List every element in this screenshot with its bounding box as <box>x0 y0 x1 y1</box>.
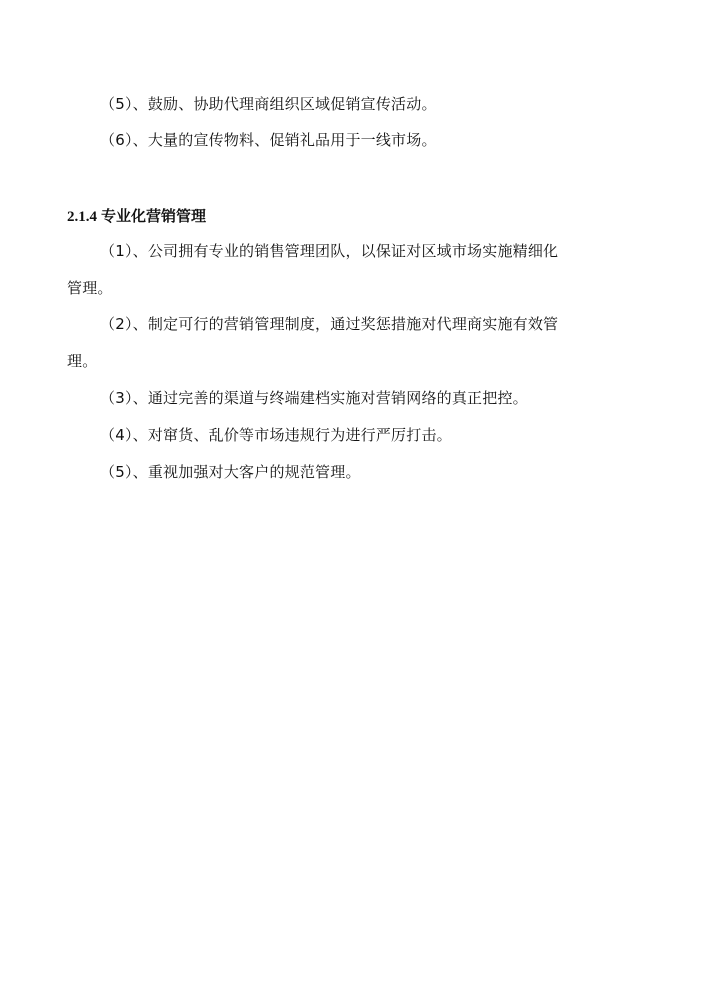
section-number: 2.1.4 <box>67 209 97 225</box>
section-title: 专业化营销管理 <box>101 207 207 225</box>
list-item-2-line-2: 理。 <box>67 352 98 370</box>
list-item-top-6: （6）、大量的宣传物料、促销礼品用于一线市场。 <box>100 131 437 149</box>
list-item-1-line-2: 管理。 <box>67 279 113 297</box>
list-item-1-line-1: （1）、公司拥有专业的销售管理团队，以保证对区域市场实施精细化 <box>100 242 559 260</box>
list-item-5: （5）、重视加强对大客户的规范管理。 <box>100 463 361 481</box>
list-item-2-line-1: （2）、制定可行的营销管理制度，通过奖惩措施对代理商实施有效管 <box>100 315 559 333</box>
list-item-3: （3）、通过完善的渠道与终端建档实施对营销网络的真正把控。 <box>100 389 528 407</box>
section-heading <box>67 206 206 227</box>
list-item-top-5: （5）、鼓励、协助代理商组织区域促销宣传活动。 <box>100 95 437 113</box>
list-item-4: （4）、对窜货、乱价等市场违规行为进行严厉打击。 <box>100 426 452 444</box>
